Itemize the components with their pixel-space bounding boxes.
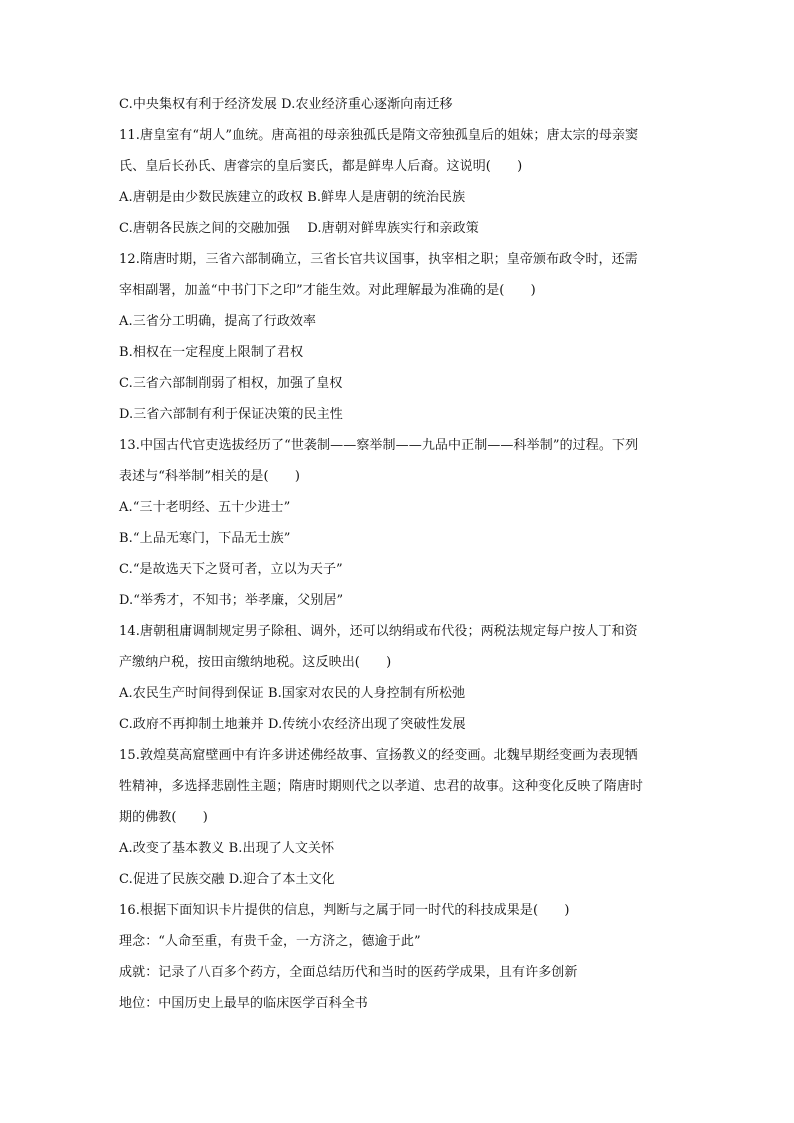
question-14-stem-cont: 产缴纳户税，按田亩缴纳地税。这反映出( )	[119, 655, 392, 670]
question-12-option-a: A.三省分工明确，提高了行政效率	[119, 314, 317, 329]
question-11-options-cd: C.唐朝各民族之间的交融加强 D.唐朝对鲜卑族实行和亲政策	[119, 221, 479, 236]
question-15-options-ab: A.改变了基本教义 B.出现了人文关怀	[119, 841, 335, 856]
knowledge-card-idea: 理念：“人命至重，有贵千金，一方济之，德逾于此”	[119, 934, 421, 949]
question-16-stem: 16.根据下面知识卡片提供的信息，判断与之属于同一时代的科技成果是( )	[119, 903, 570, 918]
knowledge-card-status: 地位：中国历史上最早的临床医学百科全书	[119, 996, 368, 1011]
question-15-stem-end: 期的佛教( )	[119, 810, 208, 825]
question-15-options-cd: C.促进了民族交融 D.迎合了本土文化	[119, 872, 335, 887]
question-11-options-ab: A.唐朝是由少数民族建立的政权 B.鲜卑人是唐朝的统治民族	[119, 190, 466, 205]
text-line: C.中央集权有利于经济发展 D.农业经济重心逐渐向南迁移	[119, 97, 453, 112]
question-13-option-a: A.“三十老明经、五十少进士”	[119, 500, 291, 515]
question-12-option-b: B.相权在一定程度上限制了君权	[119, 345, 304, 360]
question-13-option-d: D.“举秀才，不知书；举孝廉，父别居”	[119, 593, 344, 608]
question-13-option-c: C.“是故选天下之贤可者，立以为天子”	[119, 562, 343, 577]
question-15-stem-cont: 牲精神，多选择悲剧性主题；隋唐时期则代之以孝道、忠君的故事。这种变化反映了隋唐时	[119, 779, 644, 794]
question-14-options-ab: A.农民生产时间得到保证 B.国家对农民的人身控制有所松弛	[119, 686, 466, 701]
question-12-stem-cont: 宰相副署，加盖“中书门下之印”才能生效。对此理解最为准确的是( )	[119, 283, 536, 298]
question-13-stem-cont: 表述与“科举制”相关的是( )	[119, 469, 301, 484]
knowledge-card-achievement: 成就：记录了八百多个药方，全面总结历代和当时的医药学成果，且有许多创新	[119, 965, 578, 980]
question-11-stem: 11.唐皇室有“胡人”血统。唐高祖的母亲独孤氏是隋文帝独孤皇后的姐妹；唐太宗的母亲窦	[119, 128, 639, 143]
question-12-option-c: C.三省六部制削弱了相权，加强了皇权	[119, 376, 343, 391]
document-page	[119, 95, 689, 1025]
question-13-stem: 13.中国古代官吏选拔经历了“世袭制——察举制——九品中正制——科举制”的过程。下列	[119, 438, 639, 453]
question-12-option-d: D.三省六部制有利于保证决策的民主性	[119, 407, 343, 422]
question-11-stem-cont: 氏、皇后长孙氏、唐睿宗的皇后窦氏，都是鲜卑人后裔。这说明( )	[119, 159, 523, 174]
question-14-options-cd: C.政府不再抑制土地兼并 D.传统小农经济出现了突破性发展	[119, 717, 466, 732]
question-14-stem: 14.唐朝租庸调制规定男子除租、调外，还可以纳绢或布代役；两税法规定每户按人丁和资	[119, 624, 638, 639]
question-13-option-b: B.“上品无寒门，下品无士族”	[119, 531, 291, 546]
question-15-stem: 15.敦煌莫高窟壁画中有许多讲述佛经故事、宣扬教义的经变画。北魏早期经变画为表现牺	[119, 748, 638, 763]
question-12-stem: 12.隋唐时期，三省六部制确立，三省长官共议国事，执宰相之职；皇帝颁布政令时，还需	[119, 252, 638, 267]
